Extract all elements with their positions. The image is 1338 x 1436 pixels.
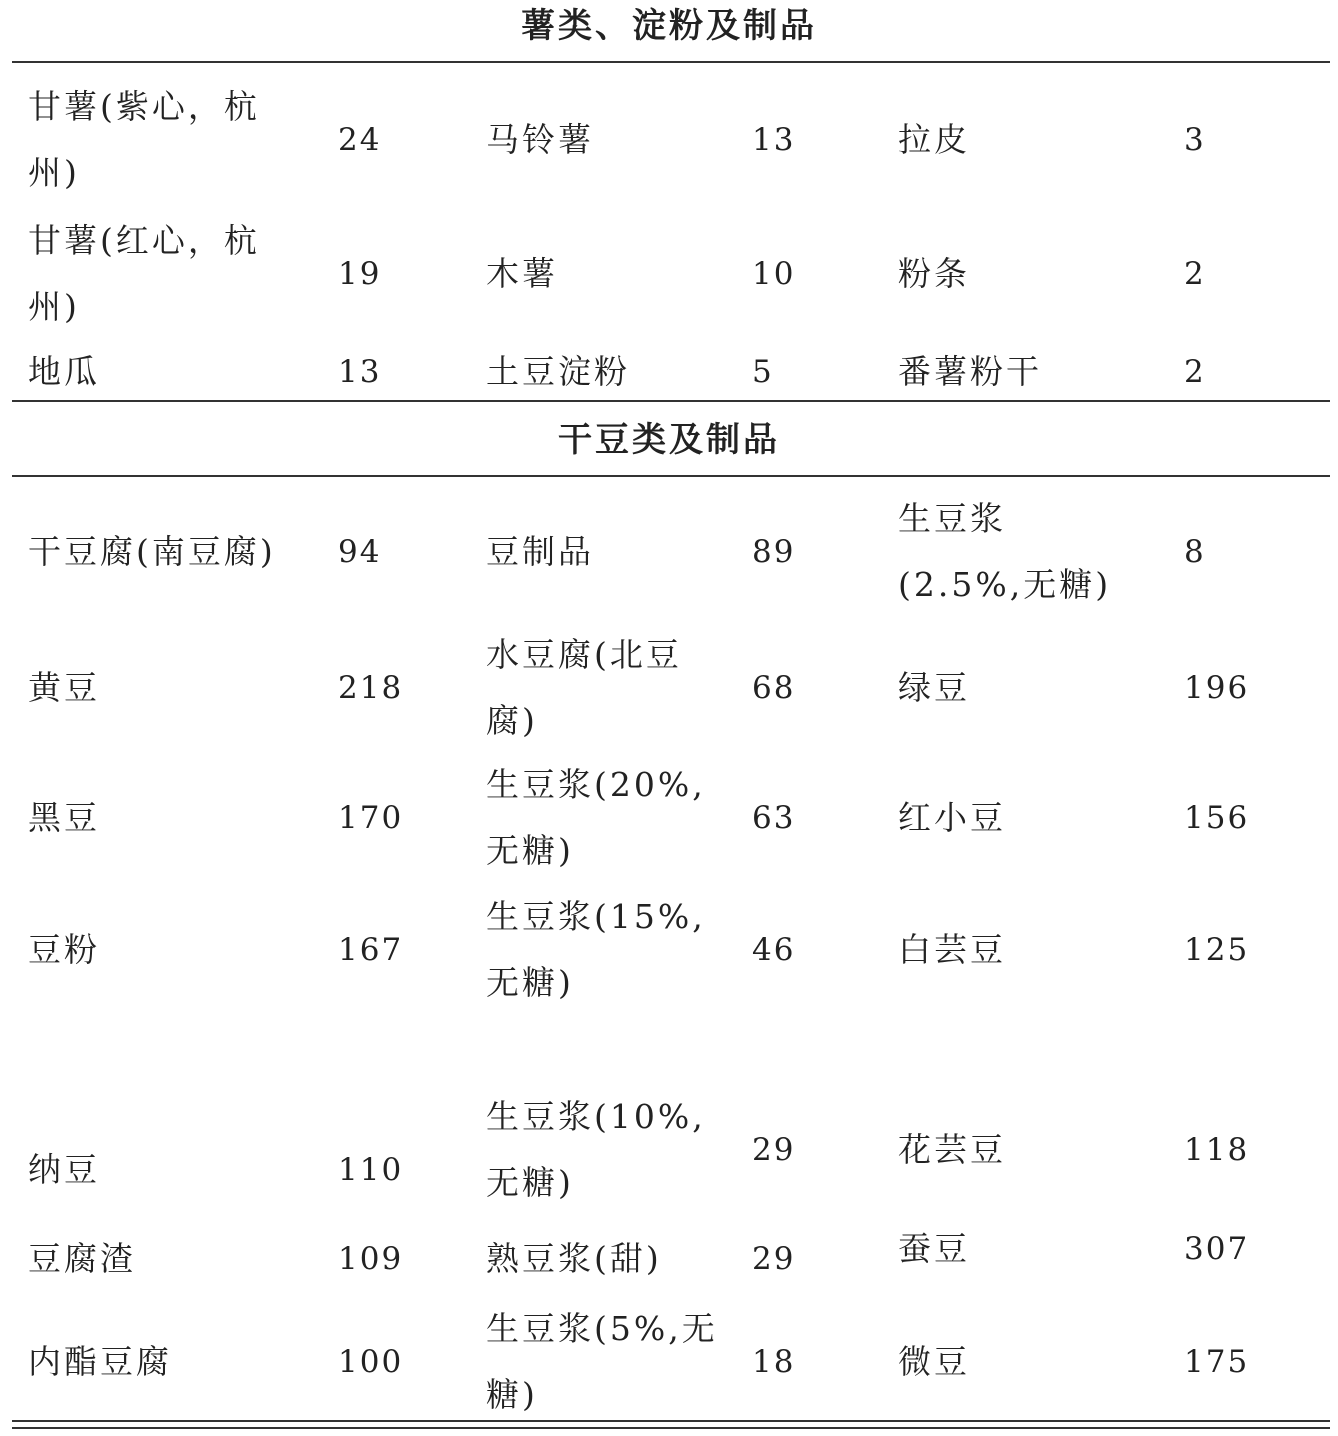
table-row [0,1226,1338,1292]
food-value: 29 [752,1241,796,1277]
table-row [0,884,1338,1016]
food-value: 109 [338,1241,404,1277]
food-value: 24 [338,122,382,158]
table-rule [12,475,1330,477]
food-name: 白芸豆 [898,930,1006,969]
food-name: 生豆浆(15%,无糖) [486,897,706,1002]
food-name: 生豆浆(10%,无糖) [486,1097,706,1202]
food-value: 3 [1184,122,1206,158]
food-name: 甘薯(红心，杭州) [28,221,260,326]
table-row [0,752,1338,884]
food-name: 拉皮 [898,120,970,159]
food-value: 10 [752,256,796,292]
food-value: 170 [338,800,404,836]
food-value: 175 [1184,1344,1250,1380]
food-name: 红小豆 [898,798,1006,837]
food-name: 番薯粉干 [898,352,1042,391]
food-value: 13 [752,122,796,158]
food-value: 196 [1184,670,1250,706]
food-value: 110 [338,1152,404,1188]
food-name: 豆粉 [28,930,100,969]
table-rule-bottom [12,1427,1330,1429]
food-name: 水豆腐(北豆腐) [486,635,682,740]
table-row [0,342,1338,402]
table-row [0,208,1338,340]
table-row [0,1084,1338,1216]
table-rule [12,61,1330,63]
food-name: 纳豆 [28,1150,100,1189]
food-value: 13 [338,354,382,390]
table-rule [12,400,1330,402]
section-title-tubers: 薯类、淀粉及制品 [521,6,817,46]
food-value: 89 [752,534,796,570]
food-value: 156 [1184,800,1250,836]
food-name: 豆制品 [486,532,594,571]
table-row [0,622,1338,754]
food-value: 125 [1184,932,1250,968]
food-name: 木薯 [486,254,558,293]
food-name: 黑豆 [28,798,100,837]
food-name: 土豆淀粉 [486,352,630,391]
food-name: 熟豆浆(甜) [486,1239,662,1278]
food-value: 46 [752,932,796,968]
food-name: 豆腐渣 [28,1239,136,1278]
food-value: 94 [338,534,382,570]
food-name: 粉条 [898,254,970,293]
food-name: 内酯豆腐 [28,1342,172,1381]
food-value: 19 [338,256,382,292]
food-name: 花芸豆 [898,1130,1006,1169]
section-title-dried-beans: 干豆类及制品 [558,420,780,460]
food-name: 微豆 [898,1342,970,1381]
food-name: 甘薯(紫心，杭州) [28,87,260,192]
food-name: 绿豆 [898,668,970,707]
food-value: 100 [338,1344,404,1380]
food-value: 5 [752,354,774,390]
food-name: 生豆浆(20%,无糖) [486,765,706,870]
food-value: 118 [1184,1132,1250,1168]
food-name: 蚕豆 [898,1229,970,1268]
table-row [0,1296,1338,1428]
food-value: 167 [338,932,404,968]
food-name: 马铃薯 [486,120,594,159]
food-value: 307 [1184,1231,1250,1267]
food-value: 2 [1184,354,1206,390]
food-value: 218 [338,670,404,706]
food-value: 68 [752,670,796,706]
food-name: 生豆浆(5%,无糖) [486,1309,718,1414]
food-value: 29 [752,1132,796,1168]
food-value: 2 [1184,256,1206,292]
food-name: 生豆浆(2.5%,无糖) [898,499,1112,604]
food-value: 18 [752,1344,796,1380]
table-row [0,486,1338,618]
food-name: 干豆腐(南豆腐) [28,532,276,571]
food-value: 63 [752,800,796,836]
table-row [0,74,1338,206]
food-name: 黄豆 [28,668,100,707]
table-rule-bottom [12,1420,1330,1422]
food-name: 地瓜 [28,352,100,391]
food-value: 8 [1184,534,1206,570]
